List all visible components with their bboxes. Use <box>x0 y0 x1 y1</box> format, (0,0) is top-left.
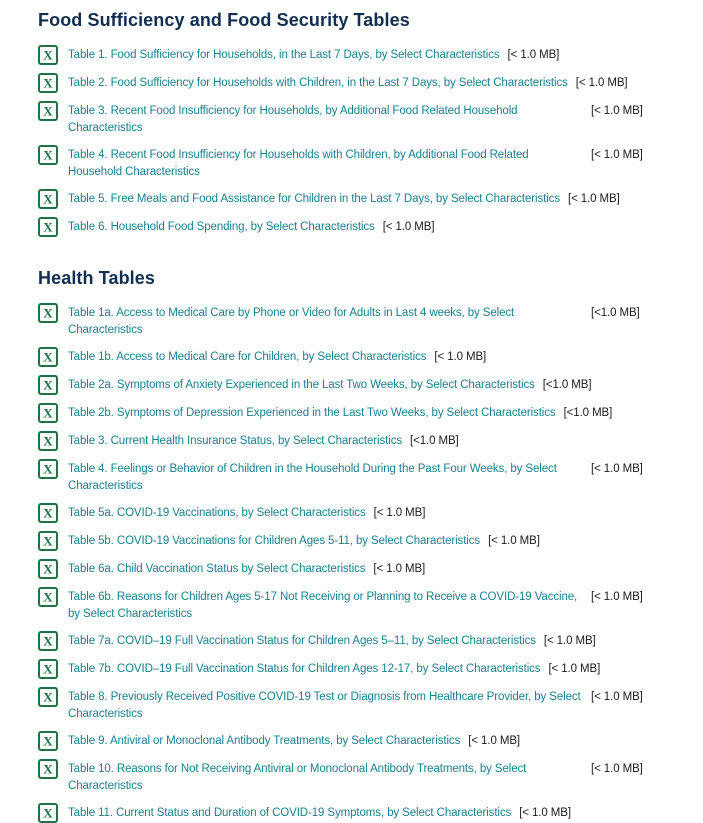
section-title: Food Sufficiency and Food Security Tables <box>38 10 410 30</box>
excel-x-glyph: X <box>43 103 53 118</box>
excel-file-icon <box>38 431 58 451</box>
table-link-body <box>68 631 673 651</box>
excel-file-icon <box>38 45 58 65</box>
table-list <box>38 45 673 237</box>
file-size-label: [< 1.0 MB] <box>488 535 540 547</box>
excel-x-glyph: X <box>43 805 53 820</box>
table-download-link[interactable]: Table 7b. COVID–19 Full Vaccination Status for Children Ages 12-17, by Select Characteristics <box>68 663 541 675</box>
excel-file-icon <box>38 803 58 823</box>
table-list-item <box>38 759 673 795</box>
table-link-body <box>68 73 673 93</box>
excel-x-glyph: X <box>43 377 53 392</box>
table-list-item <box>38 45 673 65</box>
file-size-label: [<1.0 MB] <box>542 379 592 391</box>
table-list-item <box>38 375 673 395</box>
excel-x-glyph: X <box>43 305 53 320</box>
excel-x-glyph: X <box>43 633 53 648</box>
table-download-link[interactable]: Table 1. Food Sufficiency for Households, in the Last 7 Days, by Select Characteristics <box>68 49 500 61</box>
table-list-item <box>38 503 673 523</box>
file-size-label: [< 1.0 MB] <box>591 105 643 117</box>
excel-file-icon <box>38 101 58 121</box>
file-size-label: [<1.0 MB] <box>563 407 613 419</box>
table-list-item <box>38 459 673 495</box>
table-list-item <box>38 303 673 339</box>
excel-file-icon <box>38 631 58 651</box>
file-size-label: [< 1.0 MB] <box>468 735 520 747</box>
table-link-body <box>68 759 673 795</box>
excel-x-glyph: X <box>43 761 53 776</box>
excel-file-icon <box>38 459 58 479</box>
table-download-link[interactable]: Table 6. Household Food Spending, by Select Characteristics <box>68 221 375 233</box>
file-size-label: [< 1.0 MB] <box>373 563 426 575</box>
table-link-body <box>68 459 673 495</box>
excel-x-glyph: X <box>43 349 53 364</box>
table-list-item <box>38 803 673 823</box>
excel-x-glyph: X <box>43 75 53 90</box>
file-size-label: [< 1.0 MB] <box>373 507 426 519</box>
table-list-item <box>38 403 673 423</box>
table-link-body <box>68 803 673 823</box>
table-download-link[interactable]: Table 2b. Symptoms of Depression Experienced in the Last Two Weeks, by Select Characteristics <box>68 407 556 419</box>
table-link-body <box>68 45 673 65</box>
file-size-label: [< 1.0 MB] <box>591 149 643 161</box>
file-size-label: [< 1.0 MB] <box>548 663 601 675</box>
table-download-link[interactable]: Table 5. Free Meals and Food Assistance for Children in the Last 7 Days, by Select Characteristics <box>68 193 560 205</box>
section-title: Health Tables <box>38 268 155 288</box>
excel-x-glyph: X <box>43 661 53 676</box>
file-size-label: [<1.0 MB] <box>591 307 640 319</box>
excel-file-icon <box>38 503 58 523</box>
file-size-label: [< 1.0 MB] <box>567 193 620 205</box>
excel-x-glyph: X <box>43 689 53 704</box>
table-download-link[interactable]: Table 2a. Symptoms of Anxiety Experienced in the Last Two Weeks, by Select Characteristics <box>68 379 535 391</box>
table-list-item <box>38 431 673 451</box>
excel-file-icon <box>38 189 58 209</box>
excel-x-glyph: X <box>43 191 53 206</box>
tables-section <box>38 267 673 823</box>
file-size-label: [< 1.0 MB] <box>507 49 560 61</box>
table-list-item <box>38 531 673 551</box>
excel-x-glyph: X <box>43 147 53 162</box>
table-link-body <box>68 189 673 209</box>
excel-file-icon <box>38 559 58 579</box>
excel-x-glyph: X <box>43 219 53 234</box>
excel-x-glyph: X <box>43 405 53 420</box>
tables-section <box>38 9 673 237</box>
table-list-item <box>38 687 673 723</box>
excel-x-glyph: X <box>43 47 53 62</box>
excel-file-icon <box>38 403 58 423</box>
table-link-body <box>68 659 673 679</box>
table-list-item <box>38 559 673 579</box>
table-list-item <box>38 587 673 623</box>
file-size-label: [< 1.0 MB] <box>575 77 628 89</box>
table-link-body <box>68 731 673 751</box>
excel-x-glyph: X <box>43 533 53 548</box>
excel-x-glyph: X <box>43 433 53 448</box>
excel-file-icon <box>38 731 58 751</box>
table-list-item <box>38 731 673 751</box>
table-download-link[interactable]: Table 4. Feelings or Behavior of Children in the Household During the Past Four Weeks, by Select Characteristics <box>68 463 557 492</box>
table-download-link[interactable]: Table 4. Recent Food Insufficiency for Households with Children, by Additional Food Related Household Characteristics <box>68 149 529 178</box>
table-download-link[interactable]: Table 11. Current Status and Duration of COVID-19 Symptoms, by Select Characteristics <box>68 807 512 819</box>
file-size-label: [< 1.0 MB] <box>543 635 596 647</box>
table-download-link[interactable]: Table 1a. Access to Medical Care by Phone or Video for Adults in Last 4 weeks, by Select Characteristics <box>68 307 515 336</box>
excel-file-icon <box>38 303 58 323</box>
excel-file-icon <box>38 145 58 165</box>
table-list-item <box>38 73 673 93</box>
table-link-body <box>68 101 673 137</box>
table-list-item <box>38 189 673 209</box>
table-link-body <box>68 217 673 237</box>
table-link-body <box>68 559 673 579</box>
table-download-link[interactable]: Table 5b. COVID-19 Vaccinations for Children Ages 5-11, by Select Characteristics <box>68 535 481 547</box>
file-size-label: [< 1.0 MB] <box>434 351 487 363</box>
table-list-item <box>38 631 673 651</box>
file-size-label: [< 1.0 MB] <box>382 221 435 233</box>
table-download-link[interactable]: Table 8. Previously Received Positive COVID-19 Test or Diagnosis from Healthcare Provider, by Select Characteristics <box>68 691 581 720</box>
table-download-link[interactable]: Table 7a. COVID–19 Full Vaccination Status for Children Ages 5–11, by Select Characteristics <box>68 635 536 647</box>
excel-file-icon <box>38 659 58 679</box>
table-download-link[interactable]: Table 3. Recent Food Insufficiency for Households, by Additional Food Related Household Characteristics <box>68 105 518 134</box>
excel-x-glyph: X <box>43 505 53 520</box>
table-download-link[interactable]: Table 3. Current Health Insurance Status, by Select Characteristics <box>68 435 402 447</box>
table-download-link[interactable]: Table 6a. Child Vaccination Status by Select Characteristics <box>68 563 366 575</box>
table-link-body <box>68 431 673 451</box>
table-list-item <box>38 347 673 367</box>
excel-file-icon <box>38 531 58 551</box>
table-link-body <box>68 503 673 523</box>
table-download-link[interactable]: Table 9. Antiviral or Monoclonal Antibody Treatments, by Select Characteristics <box>68 735 461 747</box>
table-link-body <box>68 303 673 339</box>
table-link-body <box>68 587 673 623</box>
excel-x-glyph: X <box>43 461 53 476</box>
file-size-label: [< 1.0 MB] <box>591 763 643 775</box>
excel-file-icon <box>38 759 58 779</box>
excel-file-icon <box>38 347 58 367</box>
file-size-label: [<1.0 MB] <box>410 435 459 447</box>
excel-file-icon <box>38 217 58 237</box>
excel-file-icon <box>38 73 58 93</box>
table-link-body <box>68 145 673 181</box>
file-size-label: [< 1.0 MB] <box>591 463 643 475</box>
table-link-body <box>68 531 673 551</box>
excel-file-icon <box>38 587 58 607</box>
excel-x-glyph: X <box>43 561 53 576</box>
table-download-link[interactable]: Table 10. Reasons for Not Receiving Antiviral or Monoclonal Antibody Treatments, by Select Characteristics <box>68 763 527 792</box>
table-link-body <box>68 347 673 367</box>
excel-x-glyph: X <box>43 589 53 604</box>
file-size-label: [< 1.0 MB] <box>591 691 643 703</box>
table-download-link[interactable]: Table 5a. COVID-19 Vaccinations, by Select Characteristics <box>68 507 366 519</box>
table-link-body <box>68 375 673 395</box>
table-download-link[interactable]: Table 2. Food Sufficiency for Households with Children, in the Last 7 Days, by Select Characteristics <box>68 77 568 89</box>
table-link-body <box>68 403 673 423</box>
table-list <box>38 303 673 823</box>
file-size-label: [< 1.0 MB] <box>591 591 643 603</box>
table-list-item <box>38 145 673 181</box>
table-list-item <box>38 659 673 679</box>
table-download-link[interactable]: Table 6b. Reasons for Children Ages 5-17 Not Receiving or Planning to Receive a COVID-19 Vaccine, by Select Characteristics <box>68 591 578 620</box>
table-link-body <box>68 687 673 723</box>
excel-x-glyph: X <box>43 733 53 748</box>
excel-file-icon <box>38 375 58 395</box>
table-list-item <box>38 101 673 137</box>
excel-file-icon <box>38 687 58 707</box>
table-download-link[interactable]: Table 1b. Access to Medical Care for Children, by Select Characteristics <box>68 351 427 363</box>
file-size-label: [< 1.0 MB] <box>519 807 571 819</box>
table-list-item <box>38 217 673 237</box>
